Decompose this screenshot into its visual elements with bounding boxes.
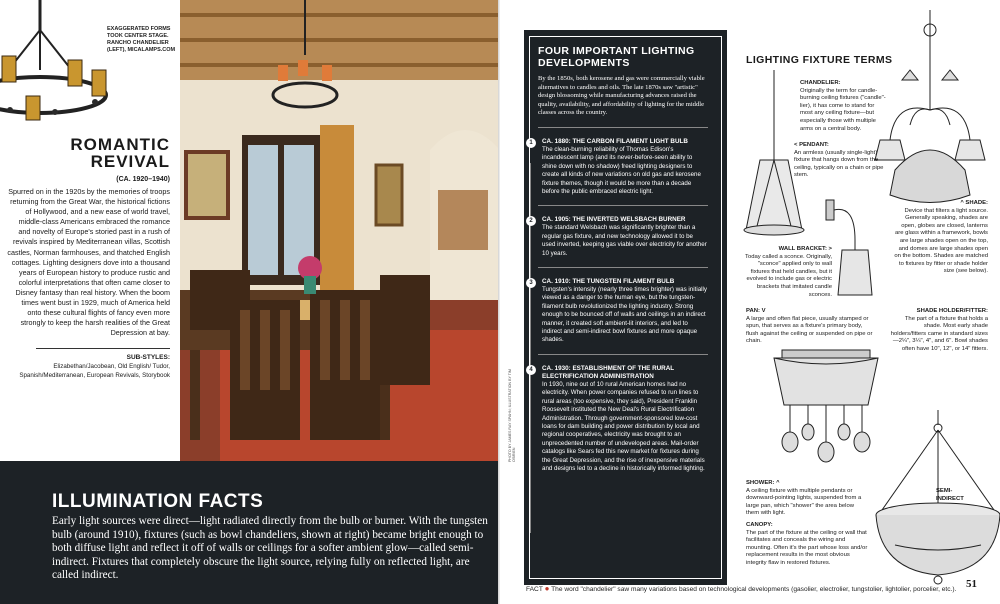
term-canopy — [746, 522, 870, 568]
development-heading: CA. 1910: THE TUNGSTEN FILAMENT BULB — [542, 278, 675, 286]
developments-title: FOUR IMPORTANT LIGHTING DEVELOPMENTS — [538, 45, 695, 69]
development-body: The standard Welsbach was significantly brighter than a regular gas fixture, and new technology allowed it to be used inverted, keeping gas viable over electricity for another 10 years. — [542, 224, 707, 257]
development-number: 1 — [526, 138, 536, 148]
facts-title: ILLUMINATION FACTS — [52, 491, 264, 512]
term-chandelier — [800, 80, 888, 133]
photo-caption: EXAGGERATED FORMS TOOK CENTER STAGE. RANCHO CHANDELIER (LEFT), MICALAMPS.COM — [107, 26, 176, 53]
development-body: The clean-burning reliability of Thomas Edison's incandescent lamp (and its never-before-seen ability to shine down with no shadow) freed lighting designers to create all kinds of new variations on old gas and kerosene fixture themes, though it would be more than a decade before the public embraced electric light. — [542, 145, 701, 195]
term-body: The part of the fixture at the ceiling or wall that facilitates and conceals the wiring and mounting. Often it's the part whose loss and/or replacement results in the most obvious integrity flaw in restored fixtures. — [746, 529, 868, 566]
term-shower — [746, 480, 866, 518]
development-item — [529, 216, 708, 258]
terms-title: LIGHTING FIXTURE TERMS — [746, 54, 893, 66]
term-shade — [894, 200, 988, 276]
fact-text: The word "chandelier" saw many variations based on technological developments (gasolier, electrolier, tungstolier, lightolier, porcelier, etc.). — [551, 586, 957, 593]
term-pan — [746, 308, 874, 346]
development-body: Tungsten's intensity (nearly three times brighter) was initially viewed as a danger to the human eye, but the tungsten-filament bulb revolutionized the lighting industry. Strong enough to be bounced off of walls and ceilings in an indirect manner, it created soft ambient-lit interiors, and led to indirect and semi-indirect bowl fixtures and more opaque shades. — [542, 286, 707, 344]
term-wall-bracket — [742, 246, 832, 299]
development-heading: CA. 1930: ESTABLISHMENT OF THE RURAL ELECTRIFICATION ADMINISTRATION — [542, 364, 675, 380]
term-body: The part of a fixture that holds a shade. Most early shade holders/fitters came in standard sizes—2¼", 3¼", 4", and 6". Bowl shades often have 10", 12", or 14" fitters. — [890, 315, 988, 352]
development-number: 2 — [526, 216, 536, 226]
facts-body: Early light sources were direct—light radiated directly from the bulb or burner. With the tungsten bulb (around 1910), fixtures (such as bowl chandeliers, shown at right) became bright enough to both diffuse light and reflect it off of walls or ceilings for a softer ambient glow—called semi-indirect. Fixtures that completely obscure the light source, relying fully on reflected light, are called indirect. — [52, 515, 488, 582]
development-number: 3 — [526, 278, 536, 288]
term-heading: PAN: V — [746, 308, 766, 314]
development-item — [529, 364, 708, 473]
term-semi-indirect — [936, 488, 976, 503]
term-heading: CANOPY: — [746, 522, 773, 528]
term-heading: WALL BRACKET: > — [778, 246, 832, 252]
photo-credit: PHOTO BY JAMES RAY SPAHN; ILLUSTRATION BY TIM O'BRIEN — [508, 369, 516, 462]
developments-content — [529, 45, 708, 473]
term-heading: CHANDELIER: — [800, 80, 841, 86]
term-heading: SEMI-INDIRECT — [936, 488, 964, 502]
divider — [538, 205, 708, 206]
term-body: Device that filters a light source. Generally speaking, shades are open, globes are closed, lanterns are glass within a framework, bowls are large shades open on the top, and domes are large shades open on the bottom. Shades are matched to fixtures by fitter or shade holder size (see below). — [894, 207, 988, 275]
chandelier-photo — [0, 0, 180, 130]
term-body: Today called a sconce. Originally, "sconce" applied only to wall fixtures that held candles, but it evolved to include gas or electric brackets that imitated candle sconces. — [745, 253, 832, 298]
term-heading: SHADE HOLDER/FITTER: — [916, 308, 988, 314]
substyles-body: Elizabethan/Jacobean, Old English/ Tudor, Spanish/Mediterranean, European Revivals, Storybook — [19, 363, 170, 379]
divider — [538, 267, 708, 268]
term-heading: ^ SHADE: — [960, 200, 988, 206]
term-body: A large and often flat piece, usually stamped or spun, that serves as a fixture's primary body, flush against the ceiling or suspended on pipe or chain. — [746, 315, 873, 345]
development-heading: CA. 1880: THE CARBON FILAMENT LIGHT BULB — [542, 137, 688, 145]
style-date: (CA. 1920–1940) — [116, 176, 170, 183]
term-heading: < PENDANT: — [794, 142, 829, 148]
development-item — [529, 278, 708, 345]
developments-intro: By the 1850s, both kerosene and gas were commercially viable alternatives to candles and oils. The late 1870s saw "artistic" design blossoming while manufacturing advances raised the quality, availability, and affordability of lighting for the middle classes across the country. — [538, 75, 705, 117]
term-heading: SHOWER: ^ — [746, 480, 780, 486]
developments-panel — [524, 30, 727, 585]
style-title-line-1: ROMANTIC — [70, 135, 170, 154]
term-shade-holder — [888, 308, 988, 354]
development-body: In 1930, nine out of 10 rural American homes had no electricity. When power companies refused to run lines to rural areas (too expensive, they said), President Franklin Roosevelt instituted the New Deal's Rural Electrification Administration. Through government-sponsored low-cost loans for dam building and power distribution by local and regional cooperatives, electricity was brought to an unprecedented number of undeveloped areas. Mail-order catalogs like Sears fed this new market for fixtures during the Great Depression, and the rise of inexpensive materials and designs led to a decline in historically informed lighting. — [542, 380, 705, 472]
divider — [36, 348, 170, 349]
page-number: 51 — [966, 578, 977, 590]
development-number: 4 — [526, 365, 536, 375]
term-body: A ceiling fixture with multiple pendants or downward-pointing lights, suspended from a large pan, which "shower" the area below them with light. — [746, 487, 862, 517]
substyles-heading: SUB-STYLES: — [126, 354, 170, 362]
dining-room-photo — [180, 0, 500, 461]
development-item — [529, 137, 708, 196]
illumination-facts-box — [0, 461, 500, 604]
fact-footer — [526, 584, 956, 593]
divider — [538, 354, 708, 355]
divider — [538, 127, 708, 128]
term-pendant — [794, 142, 890, 180]
bullet-icon: ● — [544, 584, 550, 593]
style-sidebar — [0, 130, 180, 461]
style-body: Spurred on in the 1920s by the memories of troops returning from the Great War, the historical fictions of Hollywood, and a new ease of world travel, middle-class Americans embraced the romance and novelty of Europe's storied past in a rush of revivals inspired by Mediterranean villas, Scottish castles, Norman farmhouses, and thatched English cottages. Lighting designers dove into a thousand years of European history to produce rustic and colorful interpretations that often came closer to Disney fantasy than real history. When the boom times went bust in 1929, much of America held onto these cultural flights of fancy even more strongly to keep the harsh realities of the Great Depression at bay. — [7, 187, 170, 338]
term-body: Originally the term for candle-burning ceiling fixtures ("candle"-lier), it has come to stand for most any ceiling fixture—but especially those with multiple arms on a central body. — [800, 87, 886, 132]
right-page — [500, 0, 1000, 604]
development-heading: CA. 1905: THE INVERTED WELSBACH BURNER — [542, 216, 686, 224]
style-title-line-2: REVIVAL — [90, 152, 170, 171]
fact-label: FACT — [526, 586, 543, 593]
term-body: An armless (usually single-light) fixture that hangs down from the ceiling, typically on a chain or pipe stem. — [794, 149, 884, 179]
